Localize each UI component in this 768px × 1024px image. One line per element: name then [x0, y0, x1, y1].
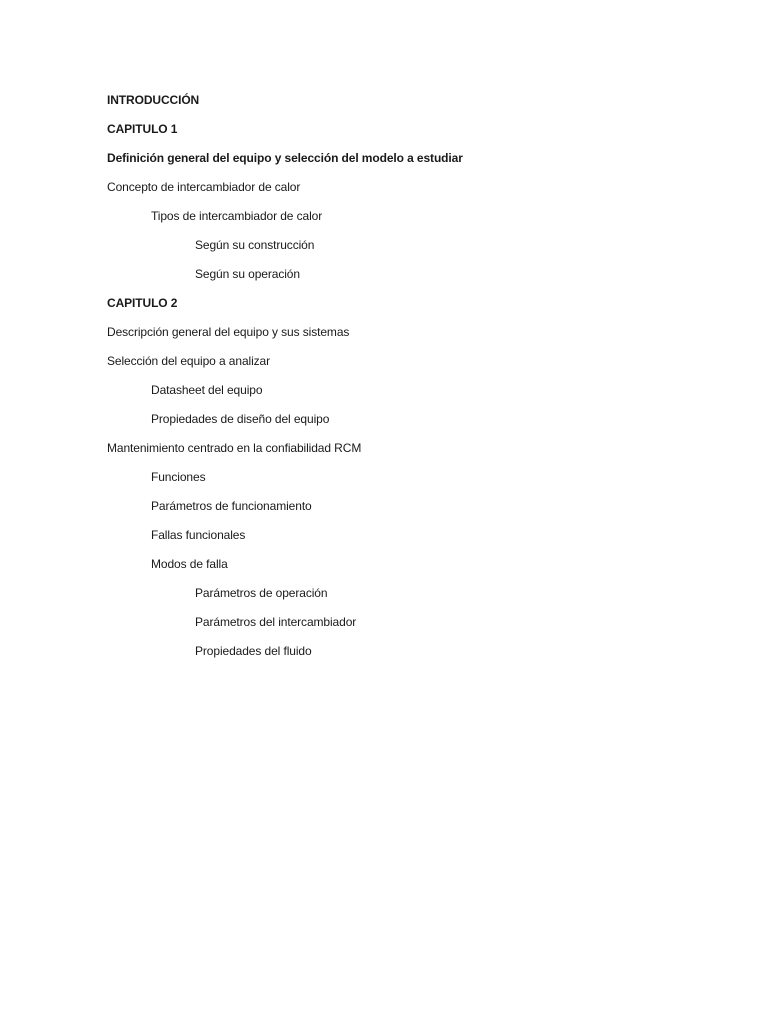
subsection-entry: Parámetros de funcionamiento [151, 499, 312, 513]
subsubsection-entry: Según su construcción [195, 238, 315, 252]
subsection-entry: Fallas funcionales [151, 528, 246, 542]
intro-heading: INTRODUCCIÓN [107, 93, 200, 107]
subsection-entry: Datasheet del equipo [151, 383, 263, 397]
subsubsection-entry: Parámetros del intercambiador [195, 615, 357, 629]
subsubsection-entry: Según su operación [195, 267, 300, 281]
section-entry: Descripción general del equipo y sus sistemas [107, 325, 350, 339]
table-of-contents [107, 86, 747, 666]
section-entry: Selección del equipo a analizar [107, 354, 271, 368]
chapter-1-title: Definición general del equipo y selección del modelo a estudiar [107, 151, 463, 165]
chapter-1-heading: CAPITULO 1 [107, 122, 178, 136]
subsubsection-entry: Parámetros de operación [195, 586, 328, 600]
subsection-entry: Funciones [151, 470, 206, 484]
section-entry: Concepto de intercambiador de calor [107, 180, 301, 194]
subsubsection-entry: Propiedades del fluido [195, 644, 312, 658]
subsection-entry: Modos de falla [151, 557, 228, 571]
chapter-2-heading: CAPITULO 2 [107, 296, 178, 310]
subsection-entry: Tipos de intercambiador de calor [151, 209, 323, 223]
subsection-entry: Propiedades de diseño del equipo [151, 412, 330, 426]
section-entry: Mantenimiento centrado en la confiabilidad RCM [107, 441, 362, 455]
